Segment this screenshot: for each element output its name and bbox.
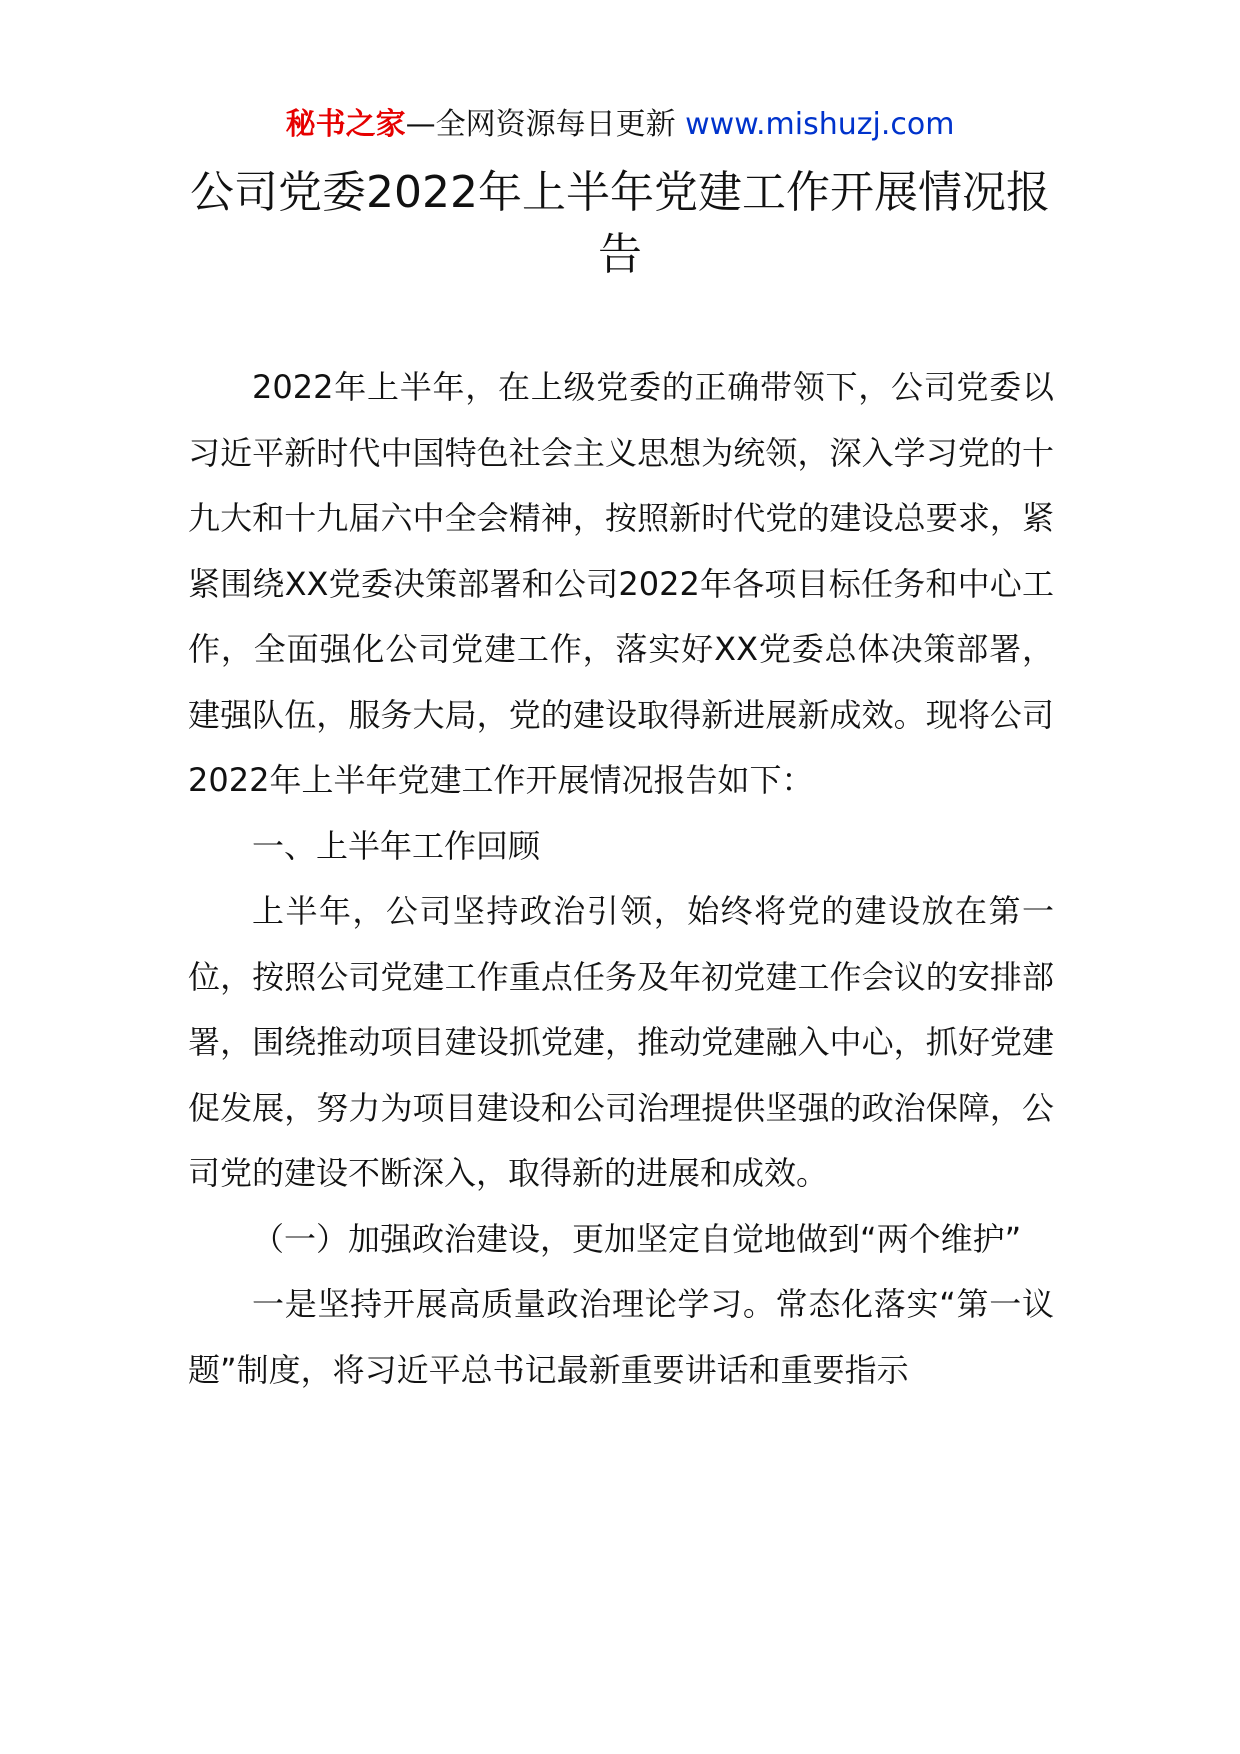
document-title: 公司党委2022年上半年党建工作开展情况报告 (190, 167, 1050, 280)
subsection-heading: （一）加强政治建设，更加坚定自觉地做到“两个维护” (252, 1219, 1022, 1258)
site-url[interactable]: www.mishuzj.com (685, 107, 955, 142)
section-paragraph: 上半年，公司坚持政治引领，始终将党的建设放在第一位，按照公司党建工作重点任务及年初党建工作会议的安排部署，围绕推动项目建设抓党建，推动党建融入中心，抓好党建促发展，努力为项目建设和公司治理提供坚强的政治保障，公司党的建设不断深入，取得新的进展和成效。 (188, 892, 1054, 1192)
site-slogan: —全网资源每日更新 (405, 107, 686, 142)
site-header (0, 100, 1240, 150)
section-heading: 一、上半年工作回顾 (252, 826, 541, 865)
subsection-paragraph: 一是坚持开展高质量政治理论学习。常态化落实“第一议题”制度，将习近平总书记最新重要讲话和重要指示 (188, 1285, 1054, 1389)
document-body (188, 355, 1054, 1403)
brand-name: 秘书之家 (285, 107, 406, 142)
intro-paragraph: 2022年上半年，在上级党委的正确带领下，公司党委以习近平新时代中国特色社会主义思想为统领，深入学习党的十九大和十九届六中全会精神，按照新时代党的建设总要求，紧紧围绕XX党委决策部署和公司2022年各项目标任务和中心工作，全面强化公司党建工作，落实好XX党委总体决策部署，建强队伍，服务大局，党的建设取得新进展新成效。现将公司2022年上半年党建工作开展情况报告如下： (188, 368, 1054, 799)
